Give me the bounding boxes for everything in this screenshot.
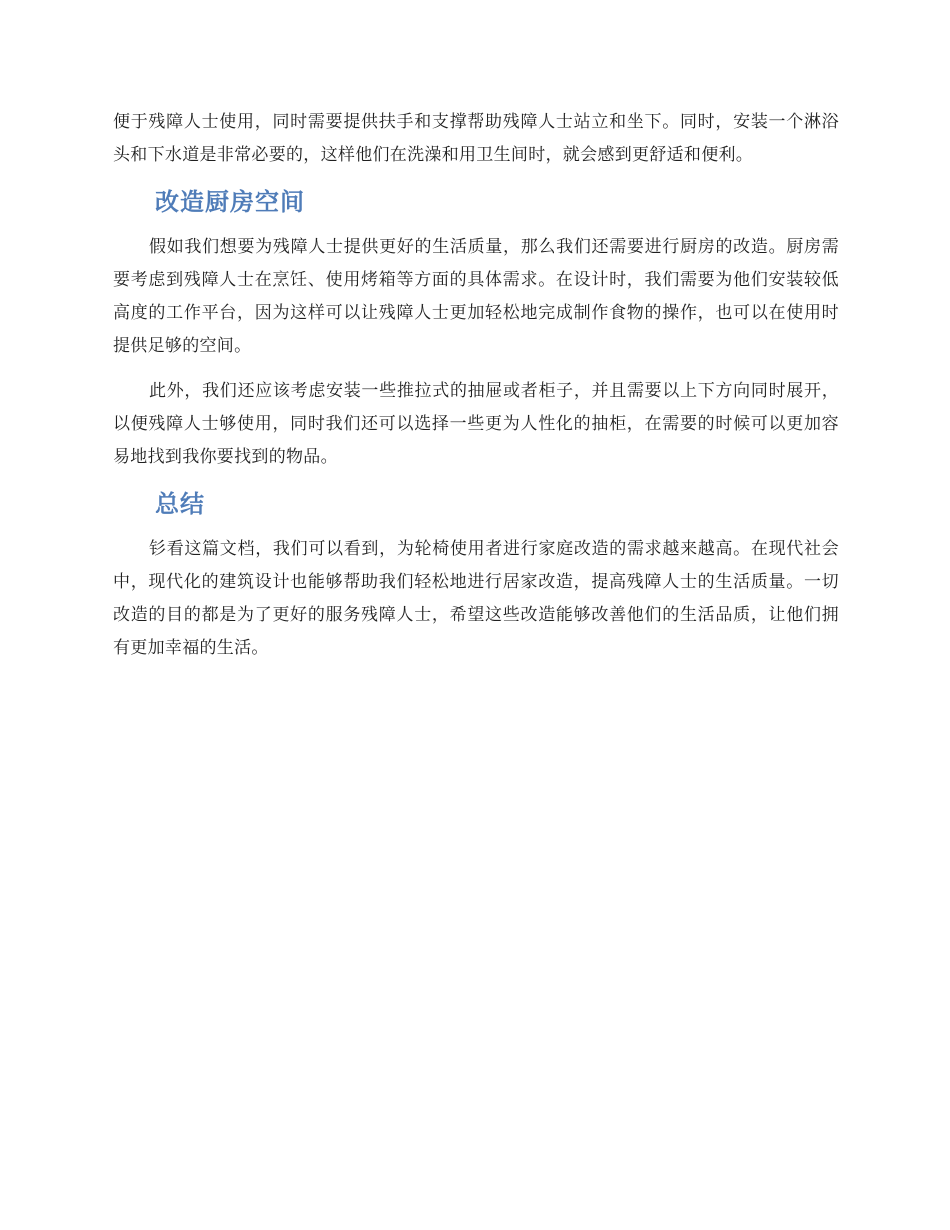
document-page (113, 106, 839, 665)
bathroom-paragraph-continued: 便于残障人士使用，同时需要提供扶手和支撑帮助残障人士站立和坐下。同时，安装一个淋浴头和下水道是非常必要的，这样他们在洗澡和用卫生间时，就会感到更舒适和便利。 (113, 112, 839, 165)
kitchen-paragraph-2: 此外，我们还应该考虑安装一些推拉式的抽屉或者柜子，并且需要以上下方向同时展开，以便残障人士够使用，同时我们还可以选择一些更为人性化的抽柜，在需要的时候可以更加容易地找到我你要找到的物品。 (113, 381, 839, 467)
kitchen-paragraph-1: 假如我们想要为残障人士提供更好的生活质量，那么我们还需要进行厨房的改造。厨房需要考虑到残障人士在烹饪、使用烤箱等方面的具体需求。在设计时，我们需要为他们安装较低高度的工作平台，因为这样可以让残障人士更加轻松地完成制作食物的操作，也可以在使用时提供足够的空间。 (113, 237, 839, 356)
section-heading-summary: 总结 (155, 490, 205, 518)
section-heading-kitchen: 改造厨房空间 (155, 188, 305, 216)
summary-paragraph: 钐看这篇文档，我们可以看到，为轮椅使用者进行家庭改造的需求越来越高。在现代社会中，现代化的建筑设计也能够帮助我们轻松地进行居家改造，提高残障人士的生活质量。一切改造的目的都是为了更好的服务残障人士，希望这些改造能够改善他们的生活品质，让他们拥有更加幸福的生活。 (113, 539, 839, 658)
